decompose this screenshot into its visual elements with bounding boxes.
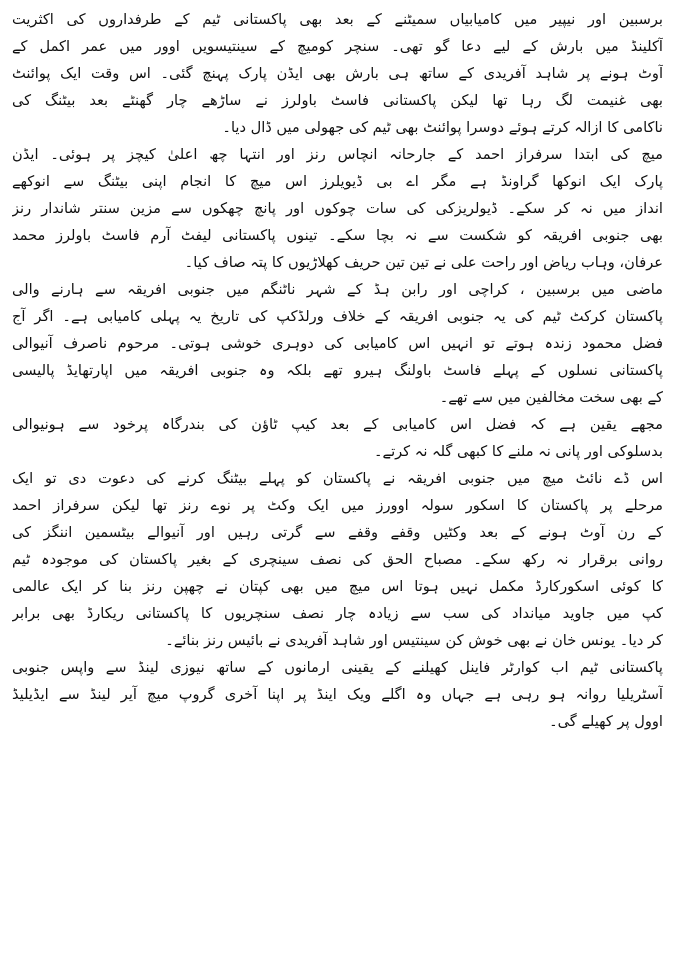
paragraph (12, 654, 663, 735)
text-line: بھی غنیمت لگ رہا تھا لیکن پاکستانی فاسٹ باولرز نے ساڑھے چار گھنٹے بعد بیٹنگ کی (12, 92, 663, 109)
text-line: اس ڈے نائٹ میچ میں جنوبی افریقہ نے پاکستان کو پہلے بیٹنگ کرنے کی دعوت دی تو ایک (12, 470, 663, 487)
text-line: اوول پر کھیلے گی۔ (549, 713, 663, 730)
paragraph (12, 411, 663, 465)
text-line: کے رن آوٹ ہونے کے بعد وکٹیں وقفے وقفے سے گرتی رہیں اور آنیوالے بیٹسمین اننگز کی (12, 524, 663, 541)
text-line: فضل محمود زندہ ہوتے تو انہیں اس کامیابی کی دوہری خوشی ہوتی۔ مرحوم ناصرف آنیوالی (12, 335, 663, 352)
text-line: کے بھی سخت مخالفین میں سے تھے۔ (439, 389, 663, 406)
text-line: کر دیا۔ یونس خان نے بھی خوش کن سینتیس اور شاہد آفریدی نے بائیس رنز بنائے۔ (165, 632, 663, 649)
paragraph (12, 465, 663, 654)
text-line: کا کوئی اسکورکارڈ مکمل نہیں ہوتا اس میچ میں بھی کپتان نے چھپن رنز بنا کر ایک عالمی (12, 578, 663, 595)
text-line: پاکستان کرکٹ ٹیم کی یہ جنوبی افریقہ کے خلاف ورلڈکپ کی تاریخ یہ پہلی کامیابی ہے۔ اگر آج (12, 308, 663, 325)
text-line: برسبین اور نیپیر میں کامیابیاں سمیٹنے کے بعد بھی پاکستانی ٹیم کے طرفداروں کی اکثریت (12, 11, 663, 28)
text-line: میچ کی ابتدا سرفراز احمد کے جارحانہ انچاس رنز اور انتہا چھ اعلیٰ کیچز پر ہوئی۔ ایڈن (12, 146, 663, 163)
paragraph (12, 6, 663, 141)
text-line: عرفان، وہاب ریاض اور راحت علی نے تین تین حریف کھلاڑیوں کا پتہ صاف کیا۔ (184, 254, 663, 271)
text-line: آسٹریلیا روانہ ہو رہی ہے جہاں وہ اگلے ویک اینڈ پر اپنا آخری گروپ میچ آیر لینڈ سے ایڈیلیڈ (12, 686, 663, 703)
text-line: مجھے یقین ہے کہ فضل اس کامیابی کے بعد کیپ ٹاؤن کی بندرگاہ پرخود سے ہونیوالی (12, 416, 663, 433)
text-line: پارک ایک انوکھا گراونڈ ہے مگر اے بی ڈیویلرز اس میچ کا انجام اپنی بیٹنگ سے انوکھے (12, 173, 663, 190)
text-line: بدسلوکی اور پانی نہ ملنے کا کبھی گلہ نہ کرتے۔ (373, 443, 663, 460)
text-line: ماضی میں برسبین ، کراچی اور رابن ہڈ کے شہر ناٹنگم میں جنوبی افریقہ سے ہارنے والی (12, 281, 663, 298)
text-line: کپ میں جاوید میانداد کی سب سے زیادہ چار نصف سنچریوں کا پاکستانی ریکارڈ بھی برابر (12, 605, 663, 622)
text-line: روانی برقرار نہ رکھ سکے۔ مصباح الحق کی نصف سینچری کے بغیر پاکستان کی موجودہ ٹیم (12, 551, 663, 568)
text-line: آوٹ ہونے پر شاہد آفریدی کے ساتھ ہی بارش بھی ایڈن پارک پہنچ گئی۔ اس وقت ایک پوائنٹ (12, 65, 663, 82)
text-line: بھی جنوبی افریقہ کو شکست سے نہ بچا سکے۔ تینوں پاکستانی لیفٹ آرم فاسٹ باولرز محمد (12, 227, 663, 244)
text-line: آکلینڈ میں بارش کے لیے دعا گو تھی۔ سنچر کومیچ کے سینتیسویں اوور میں عمر اکمل کے (12, 38, 663, 55)
text-line: پاکستانی ٹیم اب کوارٹر فاینل کھیلنے کے یقینی ارمانوں کے ساتھ نیوزی لینڈ سے واپس جنوبی (12, 659, 663, 676)
text-line: انداز میں نہ کر سکے۔ ڈیولریزکی کی سات چوکوں اور پانچ چھکوں سے مزین سنتر شاندار رنز (12, 200, 663, 217)
text-line: ناکامی کا ازالہ کرتے ہوئے دوسرا پوائنٹ بھی ٹیم کی جھولی میں ڈال دیا۔ (222, 119, 663, 136)
text-line: پاکستانی نسلوں کے پہلے فاسٹ باولنگ ہیرو تھے بلکہ وہ جنوبی افریقہ میں اپارتھایڈ پالیسی (12, 362, 663, 379)
paragraph (12, 276, 663, 411)
paragraph (12, 141, 663, 276)
text-line: مرحلے پر پاکستان کا اسکور سولہ اوورز میں ایک وکٹ پر نوے رنز تھا لیکن سرفراز احمد (12, 497, 663, 514)
